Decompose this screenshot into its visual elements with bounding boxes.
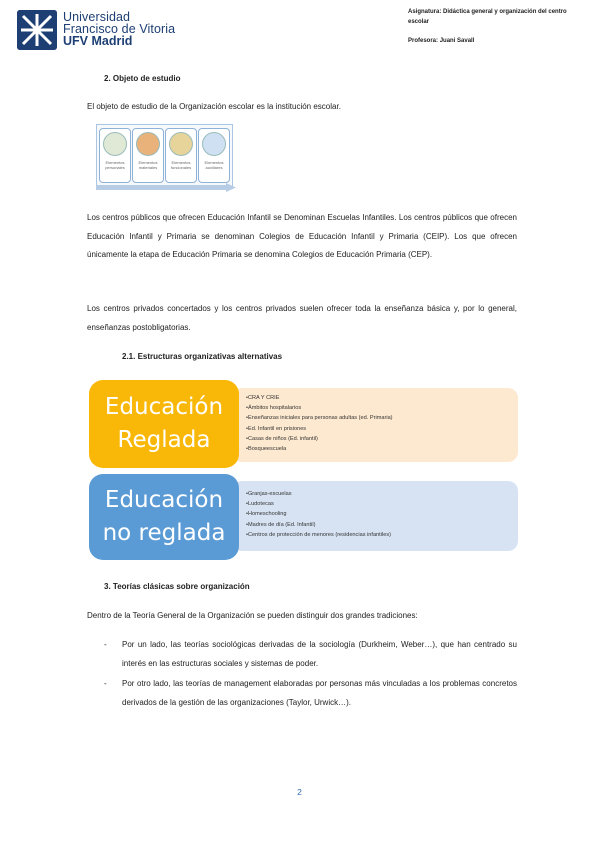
people-icon bbox=[103, 132, 127, 156]
list-item: •CRA Y CRIE bbox=[246, 395, 280, 401]
section-2-paragraph-1: Los centros públicos que ofrecen Educación Infantil se Denominan Escuelas Infantiles. Los centros públicos que ofrecen Educación Infantil y Primaria se denominan Colegios de Educación Infantil y Primaria (CEIP). Los que ofrecen únicamente la etapa de Educación Primaria se denomina Colegios de Educación Primaria (CEP). bbox=[87, 213, 517, 259]
list-item: •Enseñanzas iniciales para personas adultas (ed. Primaria) bbox=[246, 415, 393, 422]
teacher-label: Profesora: bbox=[408, 38, 440, 44]
no-reglada-details-panel bbox=[232, 481, 518, 551]
diagram-label: Elementos personales bbox=[105, 160, 125, 170]
list-item: •Homeschooling bbox=[246, 511, 287, 518]
bullet-item-2 bbox=[0, 675, 599, 715]
educacion-no-reglada-box bbox=[89, 474, 239, 560]
bullet-item-1 bbox=[0, 636, 599, 676]
university-logo-text bbox=[63, 11, 175, 47]
school-elements-diagram bbox=[96, 124, 233, 189]
teacher-value: Juani Savall bbox=[439, 38, 475, 44]
teacher-line bbox=[408, 36, 588, 46]
reglada-title-line-1: Educación bbox=[104, 394, 224, 420]
no-reglada-title-line-2: no reglada bbox=[102, 520, 226, 546]
bullet-dash: - bbox=[104, 679, 107, 688]
building-icon bbox=[202, 132, 226, 156]
diagram-label: Elementos auxiliares bbox=[204, 160, 224, 170]
list-item: •Ed. Infantil en prisiones bbox=[246, 425, 307, 432]
logo-line-3: UFV Madrid bbox=[63, 34, 133, 48]
reglada-list bbox=[246, 393, 393, 454]
diagram-column bbox=[165, 128, 197, 183]
header-course-info bbox=[408, 7, 588, 46]
diagram-label: Elementos materiales bbox=[138, 160, 158, 170]
list-item: •Ámbitos hospitalarios bbox=[246, 405, 302, 412]
logo-line-2: Francisco de Vitoria bbox=[63, 22, 176, 36]
educacion-reglada-box bbox=[89, 380, 239, 468]
list-item: •Ludotecas bbox=[246, 501, 274, 508]
list-item: •Granjas-escuelas bbox=[246, 491, 292, 497]
logo-line-1: Universidad bbox=[63, 10, 131, 24]
diagram-column bbox=[198, 128, 230, 183]
reglada-title-line-2: Reglada bbox=[117, 427, 211, 453]
reglada-details-panel bbox=[232, 388, 518, 462]
subject-value: Didáctica general y organización del centro escolar bbox=[408, 9, 567, 25]
section-2-heading: 2. Objeto de estudio bbox=[104, 74, 181, 83]
diagram-column bbox=[99, 128, 131, 183]
no-reglada-title-line-1: Educación bbox=[104, 487, 224, 513]
subject-line bbox=[408, 7, 588, 27]
diagram-arrow-icon bbox=[96, 183, 236, 192]
list-item: •Bosqueescuela bbox=[246, 446, 287, 453]
section-2-1-heading: 2.1. Estructuras organizativas alternativas bbox=[122, 352, 283, 361]
diagram-label: Elementos funcionales bbox=[170, 160, 192, 170]
no-reglada-list bbox=[246, 489, 391, 540]
materials-icon bbox=[136, 132, 160, 156]
bullet-dash: - bbox=[104, 640, 107, 649]
bullet-text: Por otro lado, las teorías de management elaboradas por personas más vinculadas a los problemas concretos derivados de la gestión de las organizaciones (Taylor, Urwick…). bbox=[122, 679, 517, 707]
clock-icon bbox=[169, 132, 193, 156]
section-2-paragraph-2: Los centros privados concertados y los centros privados suelen ofrecer toda la enseñanza básica y, por lo general, enseñanzas postobligatorias. bbox=[87, 304, 517, 332]
section-3-intro: Dentro de la Teoría General de la Organización se pueden distinguir dos grandes tradiciones: bbox=[87, 611, 418, 620]
page-number: 2 bbox=[297, 787, 302, 797]
list-item: •Centros de protección de menores (residencias infantiles) bbox=[246, 531, 391, 538]
subject-label: Asignatura: bbox=[408, 9, 444, 15]
bullet-text: Por un lado, las teorías sociológicas derivadas de la sociología (Durkheim, Weber…), que han centrado su interés en las estructuras sociales y sistemas de poder. bbox=[122, 640, 517, 668]
section-3-heading: 3. Teorías clásicas sobre organización bbox=[104, 582, 250, 591]
university-logo-icon bbox=[17, 10, 57, 50]
diagram-column bbox=[132, 128, 164, 183]
list-item: •Madres de día (Ed. Infantil) bbox=[246, 521, 316, 528]
list-item: •Casas de niños (Ed. infantil) bbox=[246, 435, 318, 442]
section-2-intro: El objeto de estudio de la Organización escolar es la institución escolar. bbox=[87, 102, 341, 111]
